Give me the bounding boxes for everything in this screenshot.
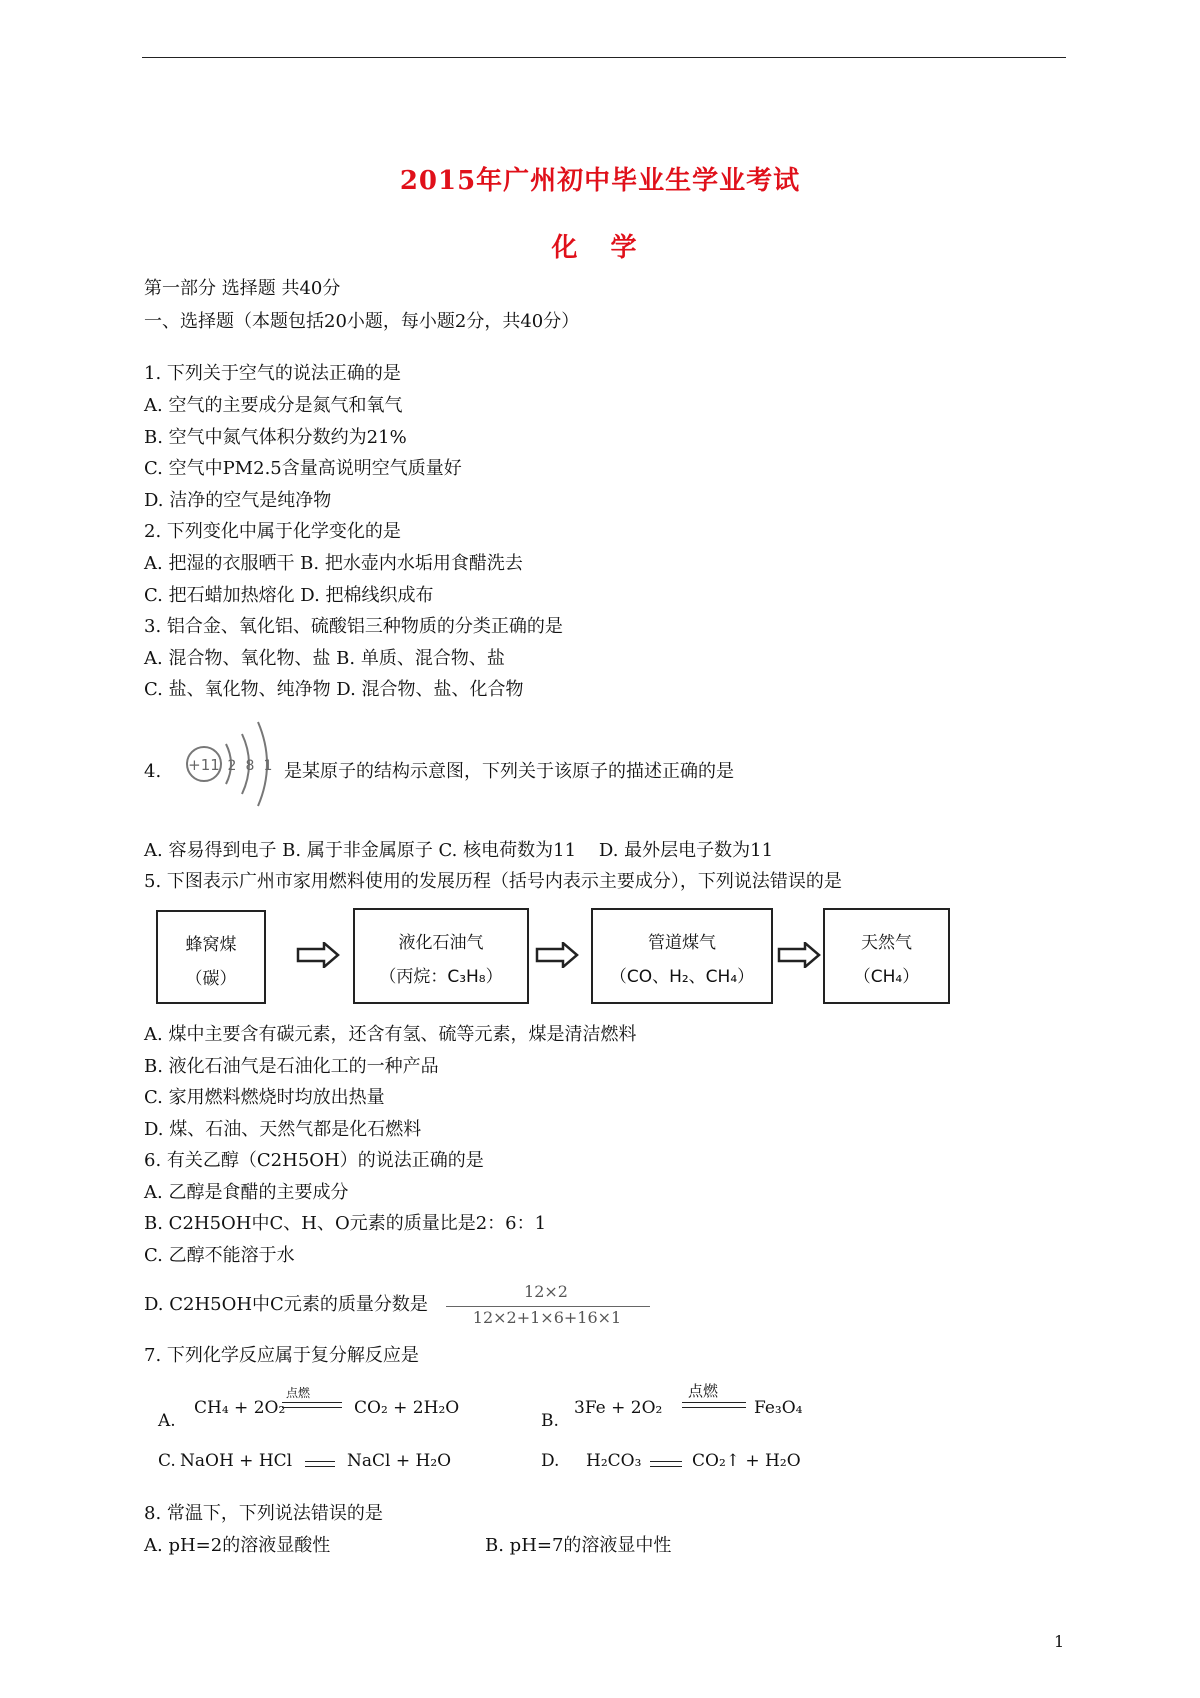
fuel-composition: （碳） <box>185 969 237 989</box>
q4-stem: 是某原子的结构示意图，下列关于该原子的描述正确的是 <box>284 761 734 782</box>
fuel-composition: （丙烷：C₃H₈） <box>379 967 503 987</box>
q7-option-b-label: B. <box>541 1411 559 1431</box>
equals-sign <box>682 1402 746 1408</box>
q6-option-b: B. C2H5OH中C、H、O元素的质量比是2：6：1 <box>144 1213 547 1234</box>
q1-option-c: C. 空气中PM2.5含量高说明空气质量好 <box>144 458 462 479</box>
q7-option-c-products: NaCl + H₂O <box>347 1451 452 1471</box>
q8-option-a: A. pH=2的溶液显酸性 <box>144 1535 331 1556</box>
fuel-composition: （CH₄） <box>853 967 920 987</box>
q7-option-d-products: CO₂↑ + H₂O <box>692 1451 801 1471</box>
q7-stem: 7. 下列化学反应属于复分解反应是 <box>144 1345 419 1366</box>
q8-stem: 8. 常温下，下列说法错误的是 <box>144 1503 383 1524</box>
shell-3-count: 1 <box>263 758 273 774</box>
part-heading: 第一部分 选择题 共40分 <box>144 278 341 299</box>
arrow-icon <box>535 942 579 968</box>
q4-number: 4. <box>144 761 162 782</box>
q7-option-a-label: A. <box>158 1411 176 1431</box>
q7-option-d-reactants: H₂CO₃ <box>586 1451 642 1471</box>
q1-stem: 1. 下列关于空气的说法正确的是 <box>144 363 401 384</box>
fraction-bar <box>446 1306 650 1307</box>
q6-stem: 6. 有关乙醇（C2H5OH）的说法正确的是 <box>144 1150 484 1171</box>
q7-option-c-label: C. <box>158 1451 176 1471</box>
subject-title: 化 学 <box>551 233 649 263</box>
q6-option-a: A. 乙醇是食醋的主要成分 <box>144 1182 349 1203</box>
q4-options: A. 容易得到电子 B. 属于非金属原子 C. 核电荷数为11 D. 最外层电子数为11 <box>144 840 774 861</box>
q3-options-ab: A. 混合物、氧化物、盐 B. 单质、混合物、盐 <box>144 648 505 669</box>
fuel-name: 液化石油气 <box>398 933 484 953</box>
fraction-denominator: 12×2+1×6+16×1 <box>472 1308 622 1327</box>
q7-option-c-reactants: NaOH + HCl <box>180 1451 293 1471</box>
q7-option-a-reactants: CH₄ + 2O₂ <box>194 1398 286 1418</box>
q8-option-b: B. pH=7的溶液显中性 <box>485 1535 672 1556</box>
fuel-name: 蜂窝煤 <box>185 935 237 955</box>
atom-structure-diagram <box>172 712 280 812</box>
shell-2-count: 8 <box>245 758 255 774</box>
fuel-name: 天然气 <box>861 933 912 953</box>
q7-option-a-condition: 点燃 <box>286 1386 311 1400</box>
fuel-composition: （CO、H₂、CH₄） <box>609 967 755 987</box>
q3-options-cd: C. 盐、氧化物、纯净物 D. 混合物、盐、化合物 <box>144 679 524 700</box>
fuel-box-pipeline-gas <box>591 908 773 1004</box>
equals-sign <box>650 1461 682 1467</box>
fuel-box-honeycomb-coal <box>156 910 266 1004</box>
header-rule <box>142 57 1066 58</box>
q5-stem: 5. 下图表示广州市家用燃料使用的发展历程（括号内表示主要成分），下列说法错误的是 <box>144 871 842 892</box>
q5-option-b: B. 液化石油气是石油化工的一种产品 <box>144 1056 439 1077</box>
fuel-box-natural-gas <box>823 908 950 1004</box>
q3-stem: 3. 铝合金、氧化铝、硫酸铝三种物质的分类正确的是 <box>144 616 563 637</box>
equals-sign <box>305 1461 335 1467</box>
q5-option-a: A. 煤中主要含有碳元素，还含有氢、硫等元素，煤是清洁燃料 <box>144 1024 637 1045</box>
arrow-icon <box>777 942 821 968</box>
nucleus-charge: +11 <box>188 756 220 774</box>
q6-option-d: D. C2H5OH中C元素的质量分数是 <box>144 1294 428 1315</box>
page-number: 1 <box>1054 1632 1065 1651</box>
q7-option-b-reactants: 3Fe + 2O₂ <box>574 1398 663 1418</box>
q5-option-c: C. 家用燃料燃烧时均放出热量 <box>144 1087 385 1108</box>
q5-option-d: D. 煤、石油、天然气都是化石燃料 <box>144 1119 422 1140</box>
section-intro: 一、选择题（本题包括20小题，每小题2分，共40分） <box>144 311 580 332</box>
q2-options-cd: C. 把石蜡加热熔化 D. 把棉线织成布 <box>144 585 434 606</box>
q1-option-a: A. 空气的主要成分是氮气和氧气 <box>144 395 403 416</box>
exam-title: 2015年广州初中毕业生学业考试 <box>399 166 801 196</box>
equals-sign <box>282 1402 342 1408</box>
fraction-numerator: 12×2 <box>524 1282 568 1301</box>
q1-option-d: D. 洁净的空气是纯净物 <box>144 490 332 511</box>
q6-option-c: C. 乙醇不能溶于水 <box>144 1245 295 1266</box>
arrow-icon <box>296 942 340 968</box>
q7-option-a-products: CO₂ + 2H₂O <box>354 1398 460 1418</box>
q7-option-b-products: Fe₃O₄ <box>754 1398 803 1418</box>
fuel-box-lpg <box>353 908 529 1004</box>
q1-option-b: B. 空气中氮气体积分数约为21% <box>144 427 407 448</box>
q2-options-ab: A. 把湿的衣服晒干 B. 把水壶内水垢用食醋洗去 <box>144 553 523 574</box>
q7-option-d-label: D. <box>541 1451 560 1471</box>
q7-option-b-condition: 点燃 <box>688 1382 719 1400</box>
q2-stem: 2. 下列变化中属于化学变化的是 <box>144 521 401 542</box>
fuel-name: 管道煤气 <box>648 933 716 953</box>
shell-1-count: 2 <box>227 758 237 774</box>
